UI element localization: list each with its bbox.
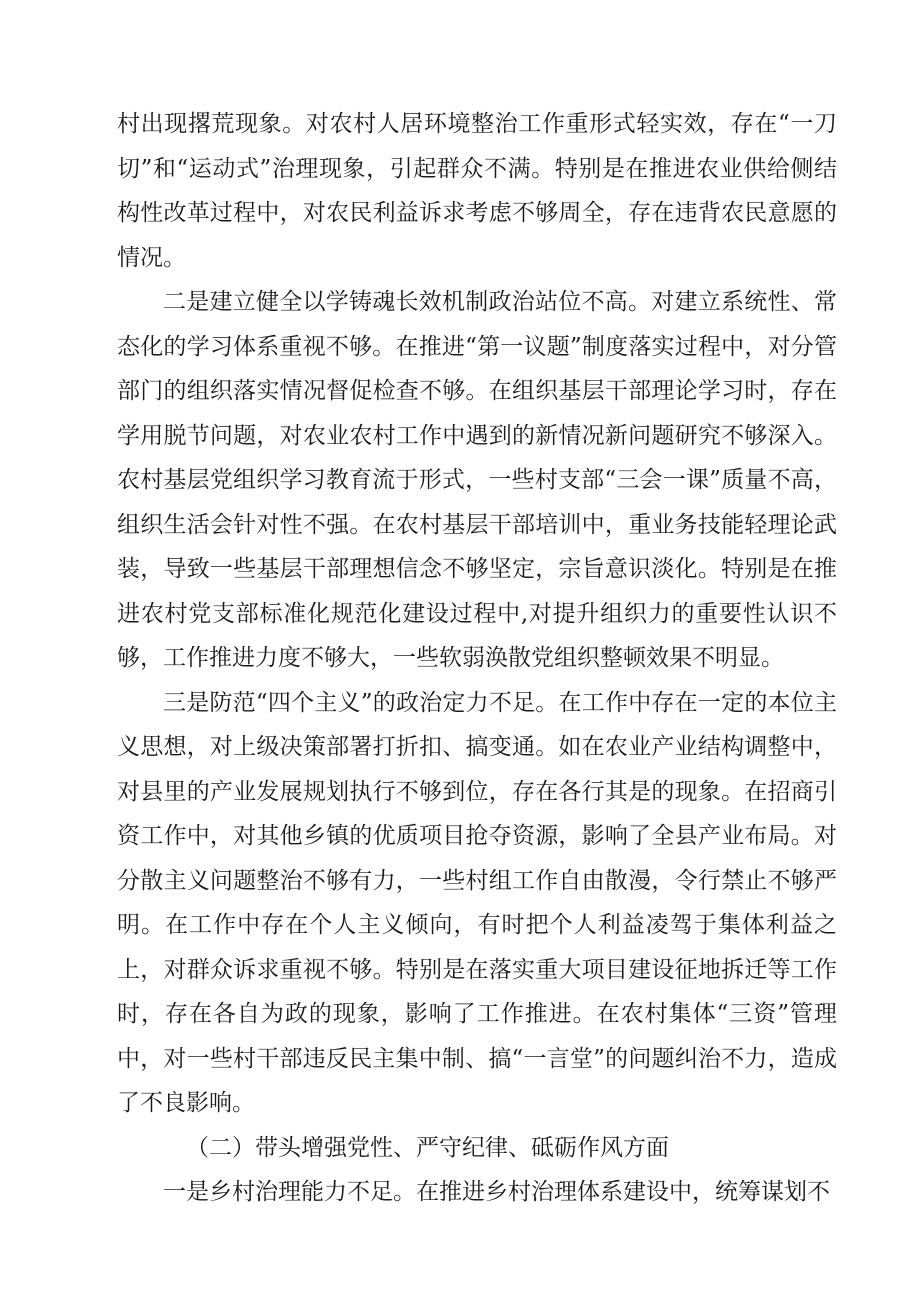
section-heading: （二）带头增强党性、严守纪律、砥砺作风方面 <box>186 1134 669 1161</box>
paragraph-study-mechanism: 二是建立健全以学铸魂长效机制政治站位不高。对建立系统性、常态化的学习体系重视不够。在推进“第一议题”制度落实过程中，对分管部门的组织落实情况督促检查不够。在组织基层干部理论学习时，存在学用脱节问题，对农业农村工作中遇到的新情况新问题研究不够深入。农村基层党组织学习教育流于形式，一些村支部“三会一课”质量不高，组织生活会针对性不强。在农村基层干部培训中，重业务技能轻理论武装，导致一些基层干部理想信念不够坚定，宗旨意识淡化。特别是在推进农村党支部标准化规范化建设过程中,对提升组织力的重要性认识不够，工作推进力度不够大，一些软弱涣散党组织整顿效果不明显。 <box>117 289 837 671</box>
paragraph-rural-governance: 一是乡村治理能力不足。在推进乡村治理体系建设中，统筹谋划不 <box>163 1179 830 1205</box>
paragraph-four-isms: 三是防范“四个主义”的政治定力不足。在工作中存在一定的本位主义思想，对上级决策部署打折扣、搞变通。如在农业产业结构调整中，对县里的产业发展规划执行不够到位，存在各行其是的现象。在招商引资工作中，对其他乡镇的优质项目抢夺资源，影响了全县产业布局。对分散主义问题整治不够有力，一些村组工作自由散漫，令行禁止不够严明。在工作中存在个人主义倾向，有时把个人利益凌驾于集体利益之上，对群众诉求重视不够。特别是在落实重大项目建设征地拆迁等工作时，存在各自为政的现象，影响了工作推进。在农村集体“三资”管理中，对一些村干部违反民主集中制、搞“一言堂”的问题纠治不力，造成了不良影响。 <box>117 689 837 1116</box>
paragraph-continuation: 村出现撂荒现象。对农村人居环境整治工作重形式轻实效，存在“一刀切”和“运动式”治理现象，引起群众不满。特别是在推进农业供给侧结构性改革过程中，对农民利益诉求考虑不够周全，存在违背农民意愿的情况。 <box>117 111 837 271</box>
document-body <box>117 102 837 1215</box>
